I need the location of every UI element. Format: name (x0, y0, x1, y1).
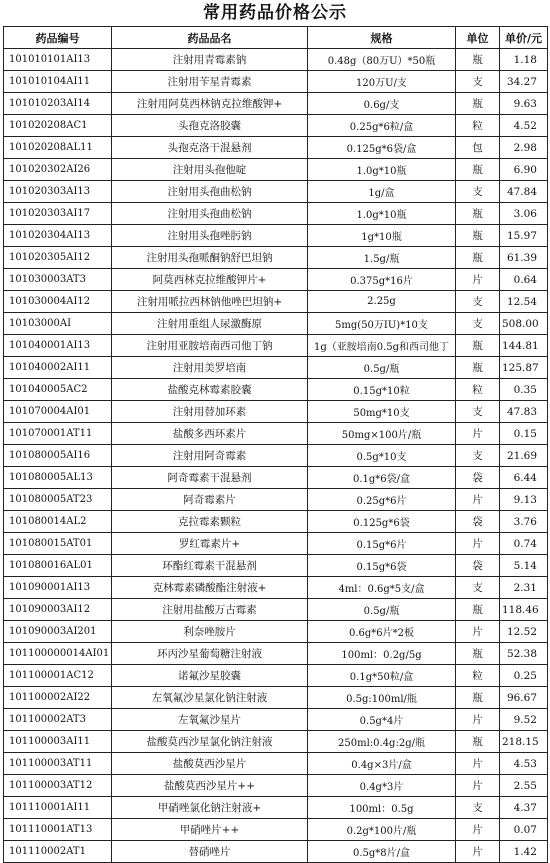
header-spec: 规格 (308, 27, 456, 49)
cell-spec: 0.4g*3片 (308, 775, 456, 797)
cell-price: 6.44 (500, 467, 548, 489)
cell-drug-code: 101040002AI11 (4, 357, 112, 379)
table-row (4, 599, 548, 621)
cell-drug-name: 注射用头孢他啶 (112, 159, 308, 181)
table-row (4, 357, 548, 379)
cell-unit: 支 (456, 71, 500, 93)
table-row (4, 489, 548, 511)
table-row (4, 247, 548, 269)
cell-price: 5.14 (500, 555, 548, 577)
cell-unit: 瓶 (456, 687, 500, 709)
cell-unit: 片 (456, 489, 500, 511)
cell-unit: 瓶 (456, 731, 500, 753)
cell-drug-name: 注射用阿奇霉素 (112, 445, 308, 467)
cell-drug-name: 注射用哌拉西林钠他唑巴坦钠+ (112, 291, 308, 313)
cell-price: 4.37 (500, 797, 548, 819)
cell-unit: 片 (456, 621, 500, 643)
cell-price: 0.25 (500, 665, 548, 687)
cell-drug-name: 注射用头孢唑肟钠 (112, 225, 308, 247)
cell-drug-name: 头孢克洛胶囊 (112, 115, 308, 137)
table-row (4, 137, 548, 159)
cell-drug-name: 盐酸莫西沙星片 (112, 753, 308, 775)
cell-drug-name: 盐酸莫西沙星氯化钠注射液 (112, 731, 308, 753)
cell-unit: 粒 (456, 665, 500, 687)
cell-price: 9.13 (500, 489, 548, 511)
cell-drug-code: 101080016AL01 (4, 555, 112, 577)
table-row (4, 841, 548, 863)
cell-unit: 瓶 (456, 357, 500, 379)
cell-unit: 瓶 (456, 335, 500, 357)
cell-unit: 片 (456, 775, 500, 797)
cell-drug-name: 甲硝唑氯化钠注射液+ (112, 797, 308, 819)
table-row (4, 225, 548, 247)
cell-drug-name: 阿莫西林克拉维酸钾片+ (112, 269, 308, 291)
table-row (4, 291, 548, 313)
cell-price: 9.52 (500, 709, 548, 731)
cell-drug-code: 101080015AT01 (4, 533, 112, 555)
table-row (4, 709, 548, 731)
cell-drug-code: 101080005AI16 (4, 445, 112, 467)
cell-drug-code: 101100002AT3 (4, 709, 112, 731)
cell-price: 6.90 (500, 159, 548, 181)
cell-spec: 2.25g (308, 291, 456, 313)
cell-drug-name: 阿奇霉素片 (112, 489, 308, 511)
cell-spec: 0.5g/瓶 (308, 357, 456, 379)
cell-price: 1.18 (500, 49, 548, 71)
cell-unit: 瓶 (456, 247, 500, 269)
cell-drug-code: 101040001AI13 (4, 335, 112, 357)
cell-drug-code: 101030003AT3 (4, 269, 112, 291)
cell-drug-code: 101020302AI26 (4, 159, 112, 181)
cell-drug-code: 101100000014AI01 (4, 643, 112, 665)
cell-drug-name: 环酯红霉素干混悬剂 (112, 555, 308, 577)
table-row (4, 577, 548, 599)
cell-drug-name: 注射用头孢曲松钠 (112, 181, 308, 203)
cell-price: 0.74 (500, 533, 548, 555)
cell-drug-name: 注射用亚胺培南西司他丁钠 (112, 335, 308, 357)
cell-price: 508.00 (500, 313, 548, 335)
page-title: 常用药品价格公示 (203, 3, 347, 23)
cell-price: 21.69 (500, 445, 548, 467)
cell-price: 96.67 (500, 687, 548, 709)
cell-drug-name: 盐酸克林霉素胶囊 (112, 379, 308, 401)
table-row (4, 115, 548, 137)
table-row (4, 423, 548, 445)
cell-spec: 0.15g*10粒 (308, 379, 456, 401)
cell-drug-name: 左氧氟沙星氯化钠注射液 (112, 687, 308, 709)
cell-spec: 0.375g*16片 (308, 269, 456, 291)
cell-drug-name: 盐酸莫西沙星片++ (112, 775, 308, 797)
cell-unit: 瓶 (456, 203, 500, 225)
table-row (4, 203, 548, 225)
header-unit: 单位 (456, 27, 500, 49)
cell-drug-code: 101010203AI14 (4, 93, 112, 115)
cell-drug-name: 头孢克洛干混悬剂 (112, 137, 308, 159)
cell-drug-name: 甲硝唑片++ (112, 819, 308, 841)
cell-spec: 100ml：0.5g (308, 797, 456, 819)
cell-price: 34.27 (500, 71, 548, 93)
cell-price: 1.42 (500, 841, 548, 863)
cell-drug-code: 101110002AT1 (4, 841, 112, 863)
cell-drug-name: 注射用重组人尿激酶原 (112, 313, 308, 335)
cell-price: 3.76 (500, 511, 548, 533)
cell-drug-code: 101100003AI11 (4, 731, 112, 753)
table-row (4, 49, 548, 71)
cell-spec: 1g/盒 (308, 181, 456, 203)
cell-price: 125.87 (500, 357, 548, 379)
cell-spec: 4ml：0.6g*5支/盒 (308, 577, 456, 599)
table-row (4, 181, 548, 203)
cell-unit: 瓶 (456, 93, 500, 115)
cell-unit: 片 (456, 709, 500, 731)
cell-spec: 1.5g/瓶 (308, 247, 456, 269)
cell-price: 12.54 (500, 291, 548, 313)
cell-spec: 0.48g（80万U）*50瓶 (308, 49, 456, 71)
cell-unit: 支 (456, 797, 500, 819)
cell-drug-name: 罗红霉素片+ (112, 533, 308, 555)
cell-drug-code: 101080005AT23 (4, 489, 112, 511)
table-row (4, 71, 548, 93)
cell-drug-name: 替硝唑片 (112, 841, 308, 863)
table-row (4, 665, 548, 687)
cell-spec: 1.0g*10瓶 (308, 203, 456, 225)
cell-price: 15.97 (500, 225, 548, 247)
table-row (4, 533, 548, 555)
cell-spec: 0.25g*6片 (308, 489, 456, 511)
cell-drug-name: 注射用盐酸万古霉素 (112, 599, 308, 621)
cell-spec: 0.125g*6袋 (308, 511, 456, 533)
cell-unit: 片 (456, 819, 500, 841)
cell-price: 0.35 (500, 379, 548, 401)
cell-spec: 0.1g*6袋/盒 (308, 467, 456, 489)
cell-unit: 包 (456, 137, 500, 159)
cell-drug-code: 101040005AC2 (4, 379, 112, 401)
table-row (4, 379, 548, 401)
cell-drug-name: 注射用阿莫西林钠克拉维酸钾+ (112, 93, 308, 115)
cell-price: 2.31 (500, 577, 548, 599)
cell-unit: 片 (456, 269, 500, 291)
cell-unit: 支 (456, 577, 500, 599)
cell-drug-name: 注射用美罗培南 (112, 357, 308, 379)
cell-drug-code: 101090001AI13 (4, 577, 112, 599)
cell-price: 4.53 (500, 753, 548, 775)
cell-price: 47.83 (500, 401, 548, 423)
cell-unit: 支 (456, 181, 500, 203)
cell-spec: 100ml：0.2g/5g (308, 643, 456, 665)
cell-spec: 1g（亚胺培南0.5g和西司他丁 (308, 335, 456, 357)
cell-drug-code: 101110001AT13 (4, 819, 112, 841)
cell-spec: 1g*10瓶 (308, 225, 456, 247)
cell-unit: 片 (456, 841, 500, 863)
cell-price: 0.07 (500, 819, 548, 841)
table-row (4, 753, 548, 775)
cell-drug-name: 注射用头孢曲松钠 (112, 203, 308, 225)
cell-price: 218.15 (500, 731, 548, 753)
cell-spec: 120万U/支 (308, 71, 456, 93)
cell-drug-name: 克拉霉素颗粒 (112, 511, 308, 533)
cell-spec: 50mg×100片/瓶 (308, 423, 456, 445)
cell-unit: 片 (456, 533, 500, 555)
table-row (4, 401, 548, 423)
cell-price: 2.55 (500, 775, 548, 797)
cell-spec: 0.5g*4片 (308, 709, 456, 731)
cell-spec: 0.2g*100片/瓶 (308, 819, 456, 841)
table-row (4, 335, 548, 357)
cell-drug-code: 101070004AI01 (4, 401, 112, 423)
cell-spec: 0.15g*6片 (308, 533, 456, 555)
cell-drug-code: 101110001AI11 (4, 797, 112, 819)
cell-unit: 支 (456, 401, 500, 423)
cell-spec: 0.4g×3片/盒 (308, 753, 456, 775)
cell-unit: 片 (456, 753, 500, 775)
cell-drug-code: 101100001AC12 (4, 665, 112, 687)
cell-drug-name: 诺氟沙星胶囊 (112, 665, 308, 687)
table-row (4, 643, 548, 665)
table-row (4, 313, 548, 335)
cell-drug-code: 101100003AT12 (4, 775, 112, 797)
cell-drug-code: 101020303AI13 (4, 181, 112, 203)
cell-unit: 袋 (456, 467, 500, 489)
table-header-row (4, 27, 548, 49)
cell-drug-code: 101010101AI13 (4, 49, 112, 71)
cell-unit: 粒 (456, 379, 500, 401)
cell-unit: 支 (456, 291, 500, 313)
table-row (4, 269, 548, 291)
cell-unit: 瓶 (456, 159, 500, 181)
cell-unit: 袋 (456, 511, 500, 533)
cell-unit: 瓶 (456, 599, 500, 621)
cell-drug-code: 101030004AI12 (4, 291, 112, 313)
cell-price: 52.38 (500, 643, 548, 665)
cell-drug-code: 101020305AI12 (4, 247, 112, 269)
cell-drug-name: 左氧氟沙星片 (112, 709, 308, 731)
cell-drug-code: 10103000AI (4, 313, 112, 335)
table-row (4, 511, 548, 533)
cell-spec: 5mg(50万IU)*10支 (308, 313, 456, 335)
cell-drug-code: 101010104AI11 (4, 71, 112, 93)
cell-drug-code: 101090003AI201 (4, 621, 112, 643)
cell-unit: 片 (456, 423, 500, 445)
table-row (4, 445, 548, 467)
cell-drug-name: 注射用青霉素钠 (112, 49, 308, 71)
cell-price: 0.15 (500, 423, 548, 445)
table-row (4, 819, 548, 841)
cell-spec: 0.25g*6粒/盒 (308, 115, 456, 137)
cell-unit: 支 (456, 445, 500, 467)
cell-drug-name: 盐酸多西环素片 (112, 423, 308, 445)
cell-drug-name: 克林霉素磷酸酯注射液+ (112, 577, 308, 599)
cell-price: 4.52 (500, 115, 548, 137)
cell-price: 118.46 (500, 599, 548, 621)
table-body (4, 49, 548, 863)
cell-drug-name: 注射用苄星青霉素 (112, 71, 308, 93)
header-drug-code: 药品编号 (4, 27, 112, 49)
header-drug-name: 药品品名 (112, 27, 308, 49)
cell-spec: 0.125g*6袋/盒 (308, 137, 456, 159)
cell-spec: 1.0g*10瓶 (308, 159, 456, 181)
cell-unit: 瓶 (456, 49, 500, 71)
cell-price: 47.84 (500, 181, 548, 203)
cell-drug-code: 101020208AC1 (4, 115, 112, 137)
table-row (4, 687, 548, 709)
cell-spec: 0.5g:100ml/瓶 (308, 687, 456, 709)
cell-drug-name: 环丙沙星葡萄糖注射液 (112, 643, 308, 665)
cell-price: 3.06 (500, 203, 548, 225)
cell-drug-code: 101080014AL2 (4, 511, 112, 533)
cell-drug-code: 101020303AI17 (4, 203, 112, 225)
cell-spec: 0.5g/瓶 (308, 599, 456, 621)
table-row (4, 555, 548, 577)
cell-spec: 0.15g*6袋 (308, 555, 456, 577)
cell-drug-code: 101080005AL13 (4, 467, 112, 489)
cell-drug-code: 101090003AI12 (4, 599, 112, 621)
cell-spec: 0.5g*8片/盒 (308, 841, 456, 863)
table-row (4, 621, 548, 643)
cell-unit: 支 (456, 313, 500, 335)
cell-drug-name: 利奈唑胺片 (112, 621, 308, 643)
table-row (4, 93, 548, 115)
cell-drug-code: 101020208AL11 (4, 137, 112, 159)
table-row (4, 731, 548, 753)
cell-drug-code: 101100002AI22 (4, 687, 112, 709)
cell-spec: 50mg*10支 (308, 401, 456, 423)
table-row (4, 775, 548, 797)
cell-unit: 瓶 (456, 225, 500, 247)
cell-drug-name: 注射用替加环素 (112, 401, 308, 423)
cell-spec: 0.5g*10支 (308, 445, 456, 467)
cell-drug-code: 101020304AI13 (4, 225, 112, 247)
cell-price: 9.63 (500, 93, 548, 115)
cell-price: 12.52 (500, 621, 548, 643)
header-price: 单价/元 (500, 27, 548, 49)
cell-unit: 袋 (456, 555, 500, 577)
cell-spec: 0.6g*6片*2板 (308, 621, 456, 643)
cell-drug-code: 101100003AT11 (4, 753, 112, 775)
cell-price: 61.39 (500, 247, 548, 269)
cell-price: 0.64 (500, 269, 548, 291)
table-row (4, 159, 548, 181)
cell-drug-code: 101070001AT11 (4, 423, 112, 445)
cell-unit: 粒 (456, 115, 500, 137)
table-row (4, 797, 548, 819)
table-row (4, 467, 548, 489)
cell-spec: 0.1g*50粒/盒 (308, 665, 456, 687)
cell-unit: 瓶 (456, 643, 500, 665)
price-table (3, 26, 548, 863)
cell-drug-name: 注射用头孢哌酮钠舒巴坦钠 (112, 247, 308, 269)
cell-spec: 0.6g/支 (308, 93, 456, 115)
cell-price: 144.81 (500, 335, 548, 357)
cell-spec: 250ml:0.4g:2g/瓶 (308, 731, 456, 753)
cell-price: 2.98 (500, 137, 548, 159)
cell-drug-name: 阿奇霉素干混悬剂 (112, 467, 308, 489)
